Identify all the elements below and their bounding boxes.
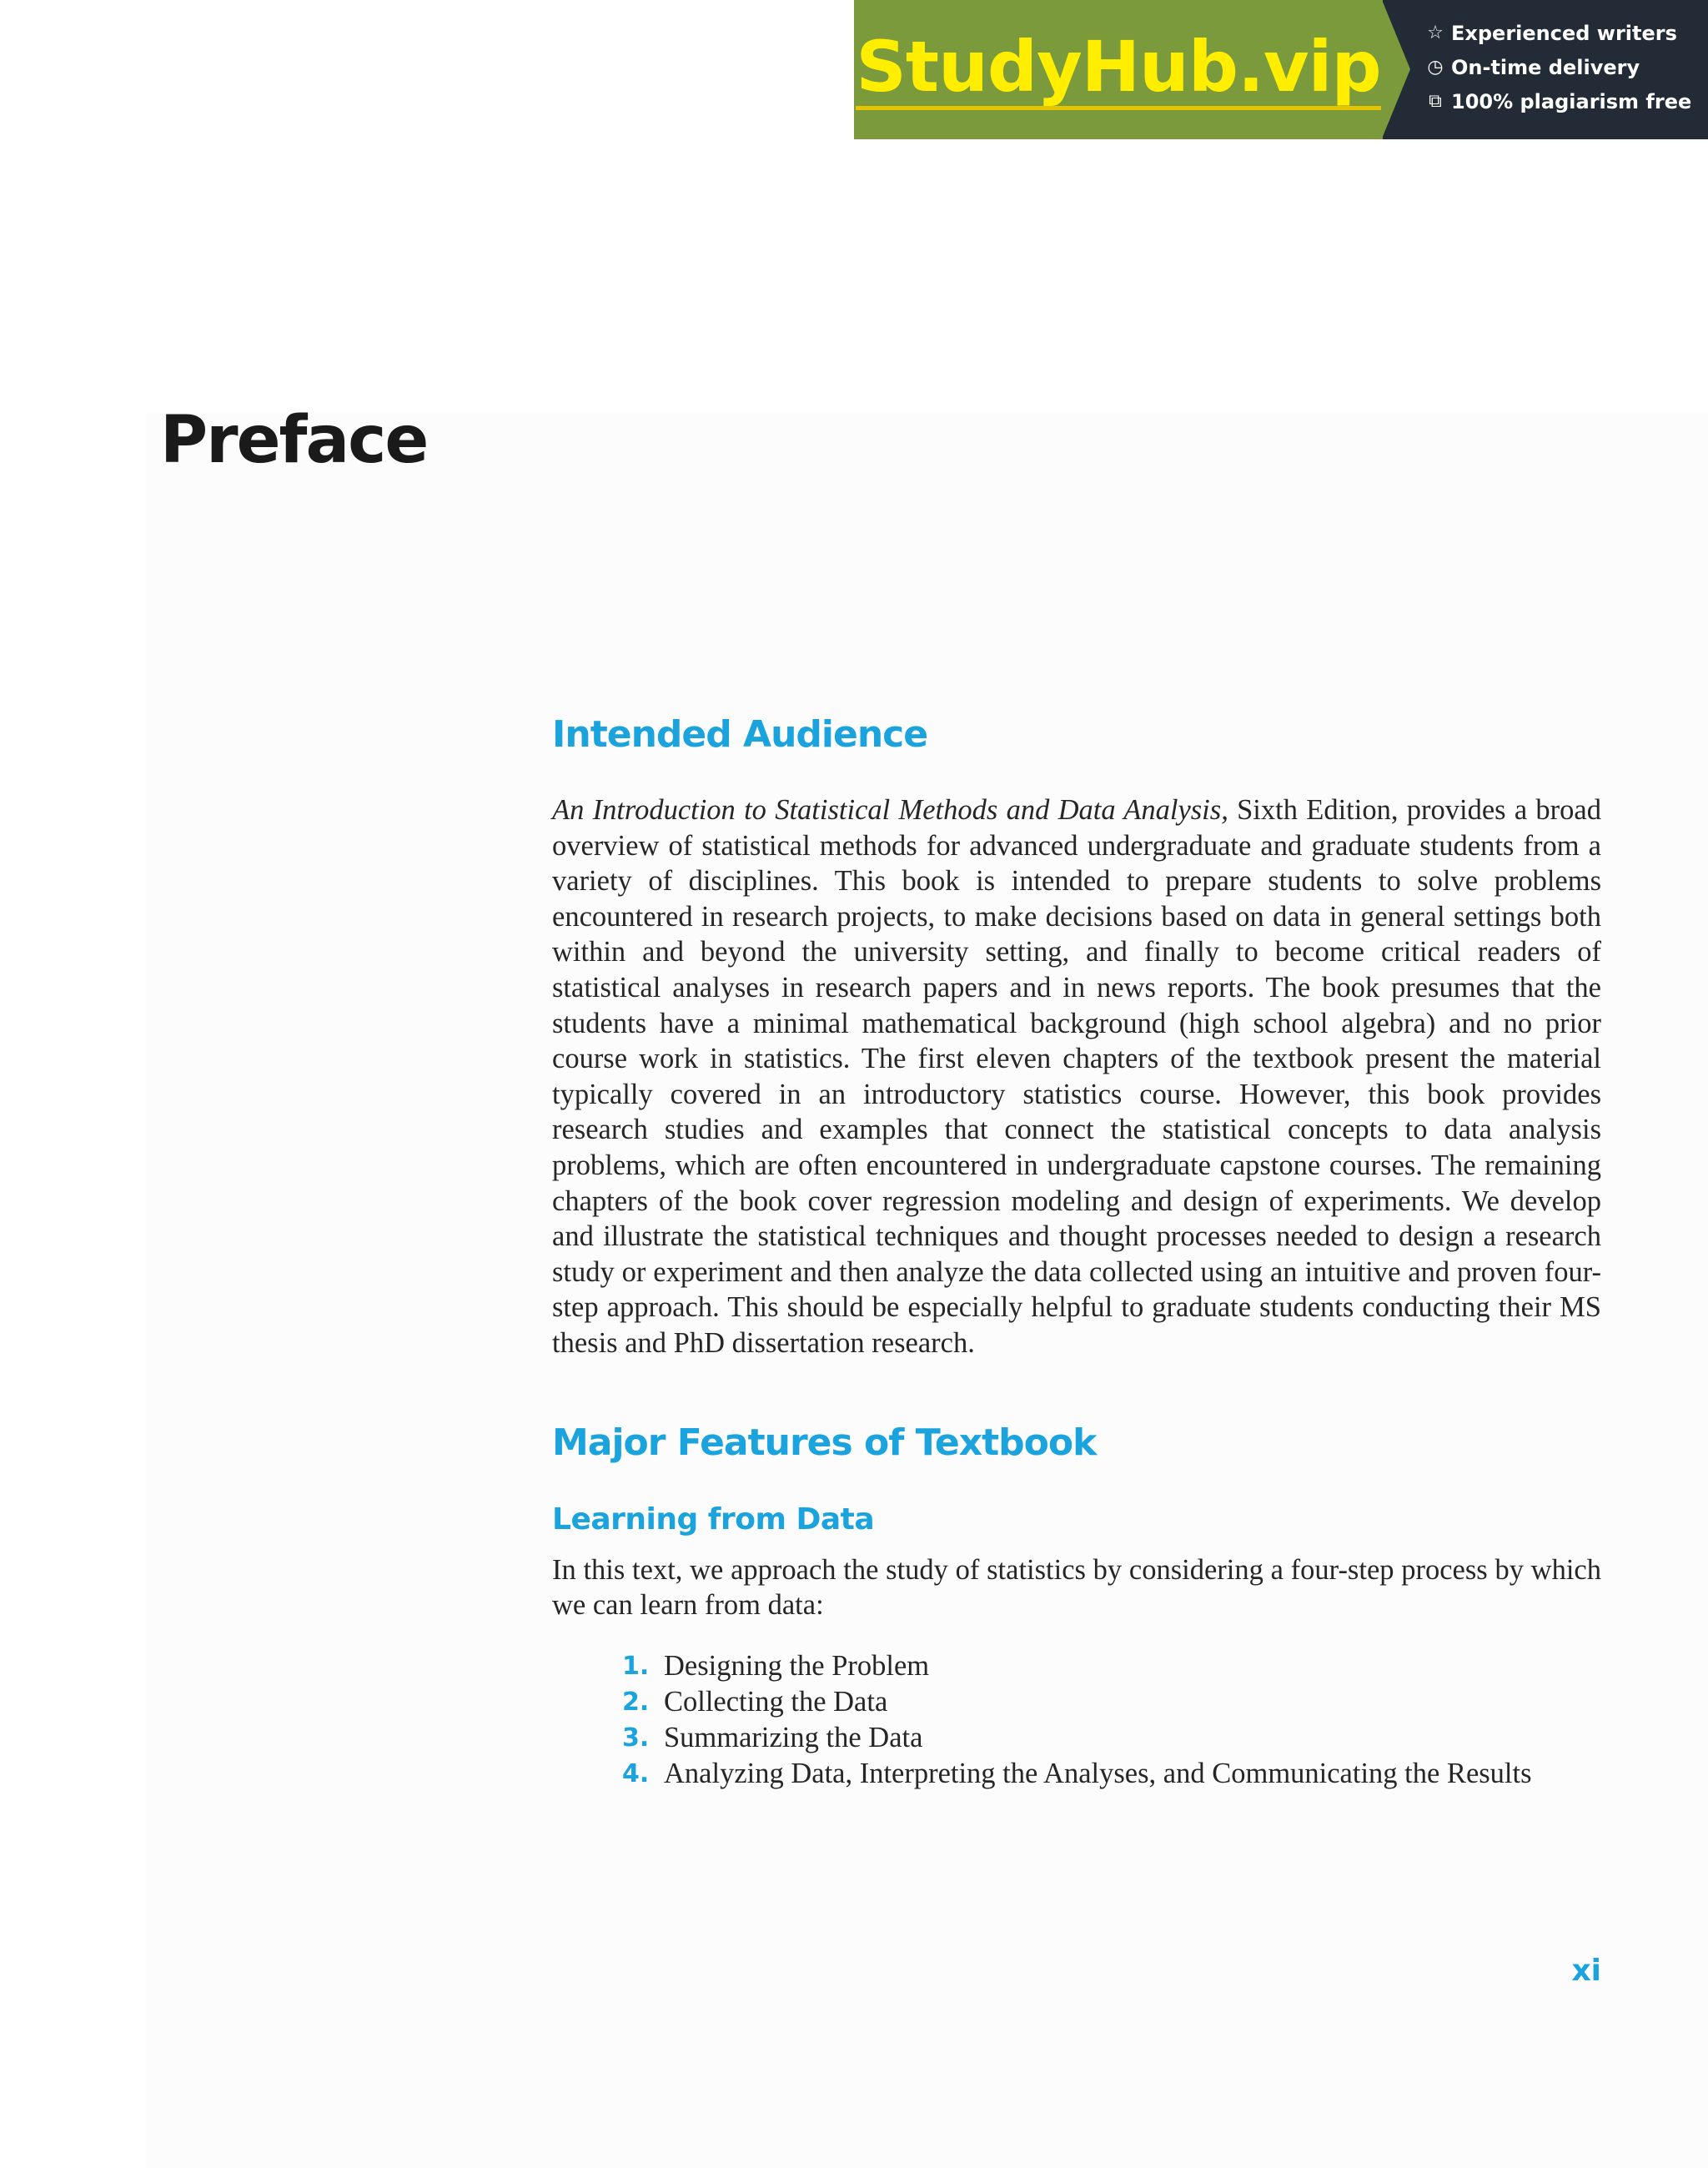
page-number: xi [1571,1954,1601,1988]
list-item [622,1756,1548,1792]
page-title: Preface [160,403,428,478]
banner-feature-writers [1426,20,1691,47]
copy-icon: ⧉ [1429,91,1442,112]
banner-feature-plagiarism [1426,88,1691,115]
book-title-italic: An Introduction to Statistical Methods and Data Analysis, [552,794,1228,826]
learning-from-data-paragraph: In this text, we approach the study of statistics by considering a four-step process by which we can learn from data: [552,1553,1601,1622]
banner-chevron-divider [1382,0,1410,138]
clock-icon: ◷ [1427,57,1444,78]
list-item-number: 4. [622,1758,650,1788]
list-item-text: Designing the Problem [664,1649,930,1682]
intended-audience-paragraph [552,792,1601,1361]
section-heading-intended-audience: Intended Audience [552,713,928,756]
subsection-heading-learning-from-data: Learning from Data [552,1502,875,1537]
four-step-list [552,1648,1548,1792]
banner-feature-label: On-time delivery [1451,56,1640,79]
intended-audience-body: Sixth Edition, provides a broad overview of statistical methods for advanced undergraduate and graduate students from a variety of disciplines. This book is intended to prepare students to solve problems encountered in research projects, to make decisions based on data in general settings both within and beyond the university setting, and finally to become critical readers of statistical analyses in research papers and in news reports. The book presumes that the students have a minimal mathematical background (high school algebra) and no prior course work in statistics. The first eleven chapters of the textbook present the material typically covered in an introductory statistics course. However, this book provides research studies and examples that connect the statistical concepts to data analysis problems, which are often encountered in undergraduate capstone courses. The remaining chapters of the book cover regression modeling and design of experiments. We develop and illustrate the statistical techniques and thought processes needed to design a research study or experiment and then analyze the data collected using an intuitive and proven four-step approach. This should be especially helpful to graduate students conducting their MS thesis and PhD dissertation research. [552,794,1601,1359]
list-item [622,1720,1548,1756]
list-item-text: Collecting the Data [664,1685,888,1718]
list-item [622,1648,1548,1684]
list-item-text: Summarizing the Data [664,1721,923,1753]
list-item [622,1684,1548,1720]
banner-brand-panel[interactable] [854,0,1383,139]
section-heading-major-features: Major Features of Textbook [552,1421,1097,1464]
banner-feature-label: 100% plagiarism free [1451,90,1692,113]
banner-brand-logo[interactable]: StudyHub.vip [856,29,1380,110]
list-item-number: 1. [622,1651,650,1681]
list-item-text: Analyzing Data, Interpreting the Analyses, and Communicating the Results [664,1757,1532,1789]
ad-banner[interactable] [854,0,1708,139]
banner-feature-delivery [1426,54,1691,81]
banner-feature-list [1426,20,1691,115]
main-content [552,709,1601,1792]
star-icon: ☆ [1427,23,1444,43]
list-item-number: 2. [622,1687,650,1717]
list-item-number: 3. [622,1723,650,1753]
banner-feature-label: Experienced writers [1451,22,1677,45]
